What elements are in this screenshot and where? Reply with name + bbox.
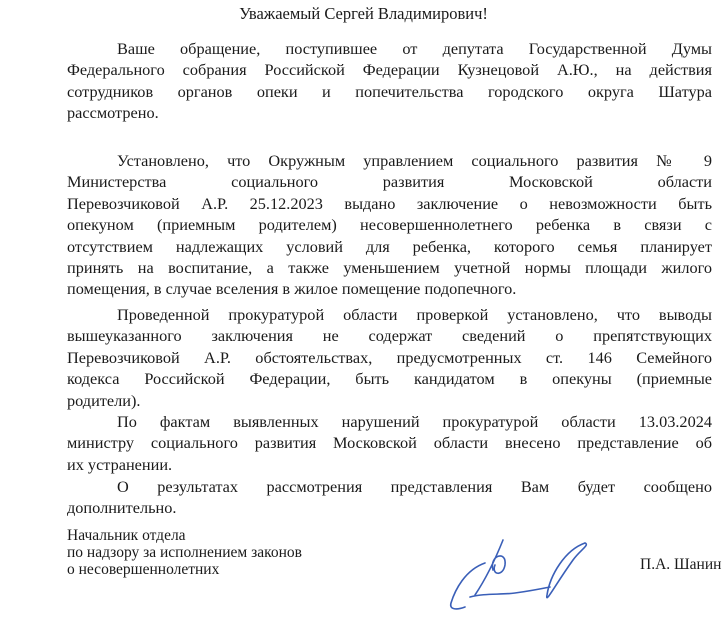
signer-position: [67, 527, 302, 578]
text-line: Ваше обращение, поступившее от депутата Государственной Думы: [117, 39, 712, 58]
position-line: по надзору за исполнением законов: [67, 544, 302, 561]
text-line: По фактам выявленных нарушений прокуратурой области 13.03.2024: [117, 412, 712, 431]
text-line: вышеуказанного заключения не содержат сведений о препятствующих: [67, 326, 712, 346]
paragraph-findings: [67, 150, 712, 300]
handwritten-signature: [445, 535, 615, 615]
text-line: Министерства социального развития Московской области: [67, 172, 712, 192]
text-line: принять на воспитание, а также уменьшением учетной нормы площади жилого: [67, 257, 712, 277]
text-line: министру социального развития Московской области внесено представление об: [67, 433, 712, 453]
paragraph-violations: [67, 411, 712, 475]
text-line: Перевозчиковой А.Р. 25.12.2023 выдано заключение о невозможности быть: [67, 193, 712, 213]
text-line: отсутствием надлежащих условий для ребенка, которого семья планирует: [67, 236, 712, 256]
paragraph-inspection: [67, 304, 712, 411]
text-line: Перевозчиковой А.Р. обстоятельствах, предусмотренных ст. 146 Семейного: [67, 347, 712, 367]
position-line: Начальник отдела: [67, 527, 186, 544]
salutation: Уважаемый Сергей Владимирович!: [239, 4, 488, 23]
text-line: дополнительно.: [67, 498, 177, 518]
text-line: О результатах рассмотрения представления Вам будет сообщено: [117, 477, 712, 496]
text-line: помещения, в случае вселения в жилое помещение подопечного.: [67, 279, 517, 299]
text-line: Федерального собрания Российской Федерации Кузнецовой А.Ю., на действия: [67, 60, 712, 80]
text-line: родители).: [67, 390, 141, 410]
text-line: Проведенной прокуратурой области проверкой установлено, что выводы: [117, 305, 712, 324]
text-line: опекуном (приемным родителем) несовершеннолетнего ребенка в связи с: [67, 215, 712, 235]
text-line: Установлено, что Окружным управлением социального развития № 9: [117, 151, 712, 170]
signer-name: П.А. Шанин: [640, 556, 722, 573]
text-line: их устранении.: [67, 454, 173, 474]
text-line: рассмотрено.: [67, 103, 159, 123]
text-line: кодекса Российской Федерации, быть кандидатом в опекуны (приемные: [67, 369, 712, 389]
position-line: о несовершеннолетних: [67, 561, 220, 578]
text-line: сотрудников органов опеки и попечительства городского округа Шатура: [67, 81, 712, 101]
paragraph-results: [67, 476, 712, 519]
paragraph-appeal: [67, 38, 712, 124]
